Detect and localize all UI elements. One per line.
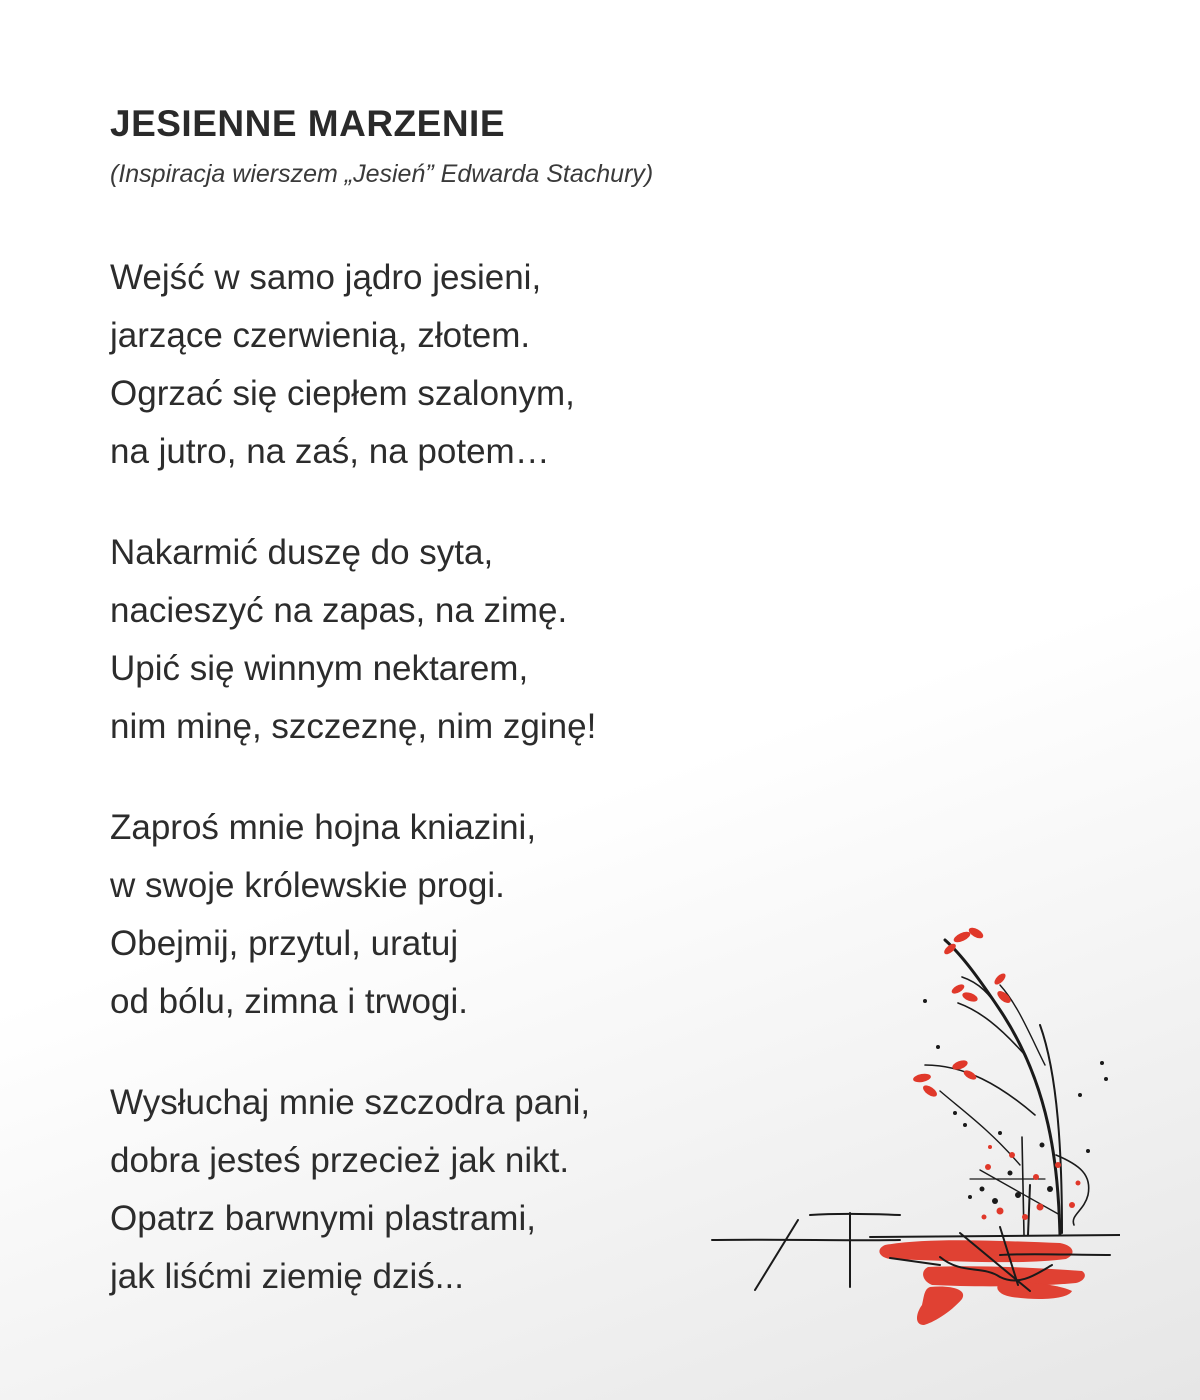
poem-line: Wejść w samo jądro jesieni, (110, 258, 542, 297)
poem-line: od bólu, zimna i trwogi. (110, 982, 468, 1021)
poem-line: nacieszyć na zapas, na zimę. (110, 591, 568, 630)
poem-line: Nakarmić duszę do syta, (110, 533, 494, 572)
poem-line: Zaproś mnie hojna kniazini, (110, 808, 537, 847)
poem-title: JESIENNE MARZENIE (110, 103, 506, 144)
poem-line: Ogrzać się ciepłem szalonym, (110, 374, 575, 413)
red-leaves (912, 926, 1012, 1099)
tree-branches (925, 940, 1089, 1235)
poem-line: Wysłuchaj mnie szczodra pani, (110, 1083, 591, 1122)
poem-line: jak liśćmi ziemię dziś... (110, 1257, 464, 1296)
stanza-1 (110, 249, 575, 481)
red-ground-strokes (879, 1240, 1084, 1325)
poem-subtitle: (Inspiracja wierszem „Jesień” Edwarda Stachury) (110, 160, 654, 188)
poem-line: Obejmij, przytul, uratuj (110, 924, 459, 963)
poem-line: w swoje królewskie progi. (110, 866, 505, 905)
stanza-2 (110, 524, 596, 756)
poem-line: nim minę, szczeznę, nim zginę! (110, 707, 597, 746)
poem-line: Opatrz barwnymi plastrami, (110, 1199, 536, 1238)
poem-line: dobra jesteś przecież jak nikt. (110, 1141, 570, 1180)
stanza-4 (110, 1074, 590, 1306)
stanza-3 (110, 799, 536, 1031)
poem-line: Upić się winnym nektarem, (110, 649, 529, 688)
poem-line: jarzące czerwienią, złotem. (110, 316, 531, 355)
scatter-dots (923, 999, 1108, 1220)
autumn-tree-illustration-icon (700, 915, 1120, 1335)
poem-line: na jutro, na zaś, na potem… (110, 432, 550, 471)
